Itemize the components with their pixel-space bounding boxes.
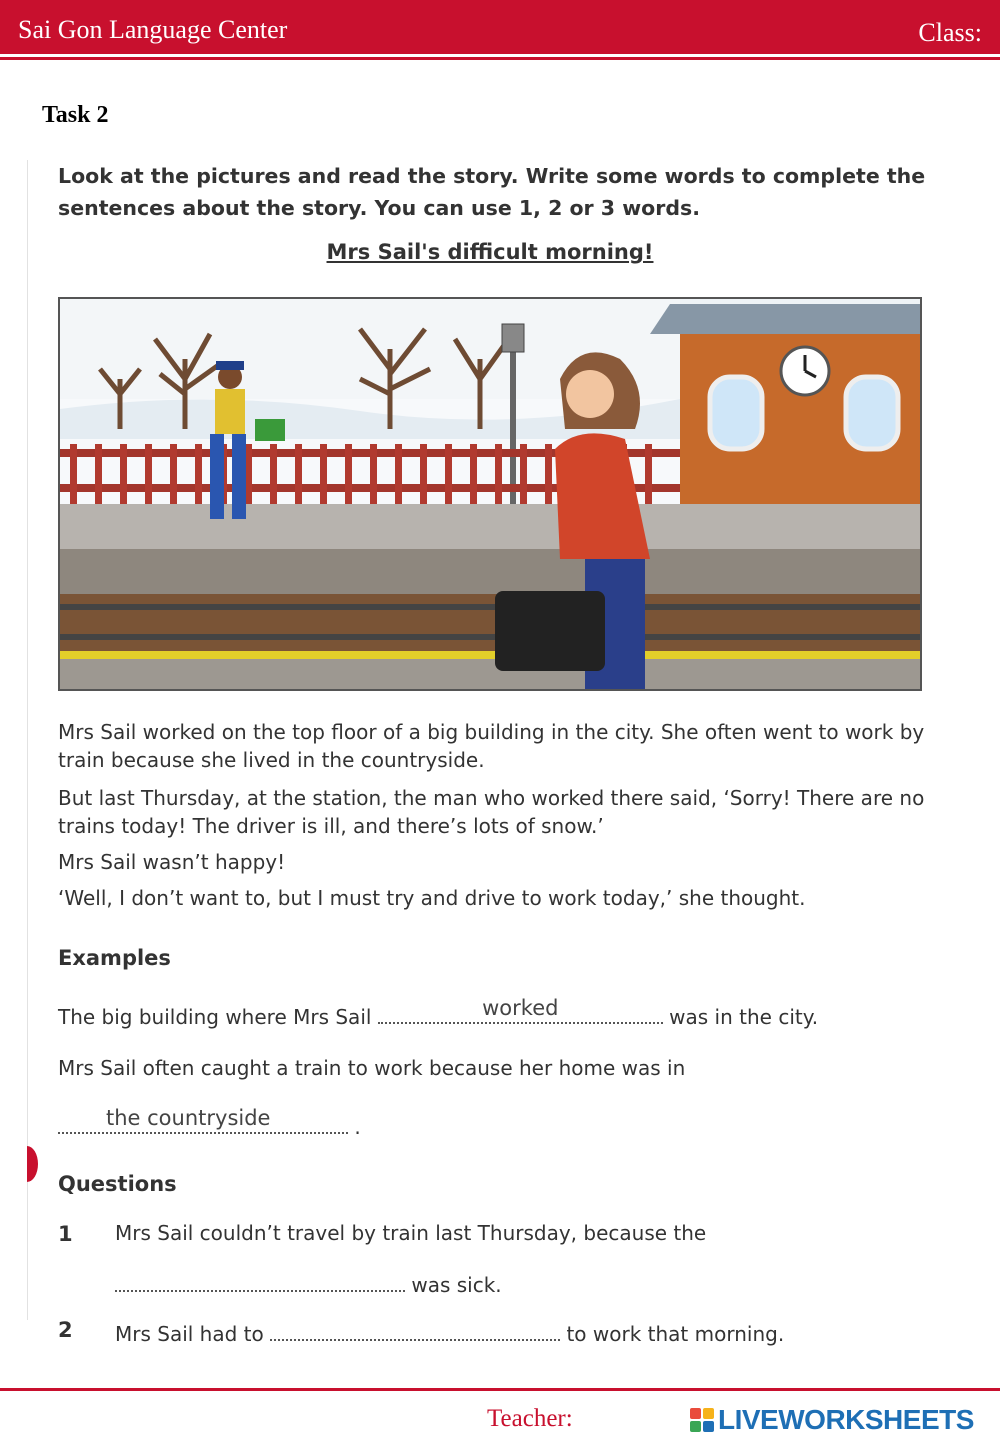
- footer-divider: [0, 1388, 1000, 1391]
- question-2: [115, 1317, 784, 1346]
- instructions: Look at the pictures and read the story. Write some words to complete the sentences about the story. You can use 1, 2 or 3 words.: [58, 164, 926, 220]
- question-1-answer-line: [115, 1268, 502, 1297]
- station-scene-image: [60, 299, 920, 689]
- questions-heading: Questions: [58, 1172, 177, 1196]
- task-label: Task 2: [42, 102, 109, 128]
- liveworksheets-grid-icon: [690, 1408, 714, 1432]
- question-2-end: to work that morning.: [566, 1322, 785, 1346]
- question-1-end: was sick.: [411, 1273, 502, 1297]
- question-2-blank[interactable]: [270, 1317, 560, 1341]
- example-1: [58, 996, 819, 1029]
- example-1-blank: [378, 996, 663, 1024]
- story-title: Mrs Sail's difficult morning!: [326, 240, 654, 264]
- story-paragraph-1: Mrs Sail worked on the top floor of a big building in the city. She often went to work by train because she lived in the countryside.: [58, 720, 925, 772]
- story-paragraph-4: ‘Well, I don’t want to, but I must try and drive to work today,’ she thought.: [58, 886, 806, 910]
- example-2: [58, 1106, 361, 1139]
- story-illustration: [58, 297, 922, 691]
- header-bar: [0, 0, 1000, 54]
- story-paragraph-2: But last Thursday, at the station, the man who worked there said, ‘Sorry! There are no trains today! The driver is ill, and there’s lots of snow.’: [58, 786, 925, 838]
- liveworksheets-logo[interactable]: [690, 1404, 974, 1436]
- class-label: Class:: [918, 18, 982, 47]
- header-divider: [0, 57, 1000, 60]
- question-1-blank[interactable]: [115, 1268, 405, 1292]
- question-1-text: Mrs Sail couldn’t travel by train last Thursday, because the: [115, 1221, 707, 1245]
- example-2-blank: [58, 1106, 348, 1134]
- example-2-answer: the countryside: [106, 1106, 271, 1130]
- logo-text: LIVEWORKSHEETS: [718, 1404, 974, 1435]
- example-1-answer: worked: [482, 996, 559, 1020]
- question-2-text: Mrs Sail had to: [115, 1322, 264, 1346]
- examples-heading: Examples: [58, 946, 171, 970]
- school-name: Sai Gon Language Center: [18, 15, 288, 44]
- teacher-label: Teacher:: [487, 1405, 573, 1432]
- example-2-text: Mrs Sail often caught a train to work because her home was in: [58, 1056, 686, 1080]
- question-1-number: 1: [58, 1222, 73, 1246]
- question-2-number: 2: [58, 1318, 73, 1342]
- example-2-end: .: [354, 1115, 361, 1139]
- example-1-end: was in the city.: [669, 1005, 819, 1029]
- page-edge-mark: [16, 1146, 38, 1182]
- example-1-text: The big building where Mrs Sail: [58, 1005, 372, 1029]
- story-paragraph-3: Mrs Sail wasn’t happy!: [58, 850, 286, 874]
